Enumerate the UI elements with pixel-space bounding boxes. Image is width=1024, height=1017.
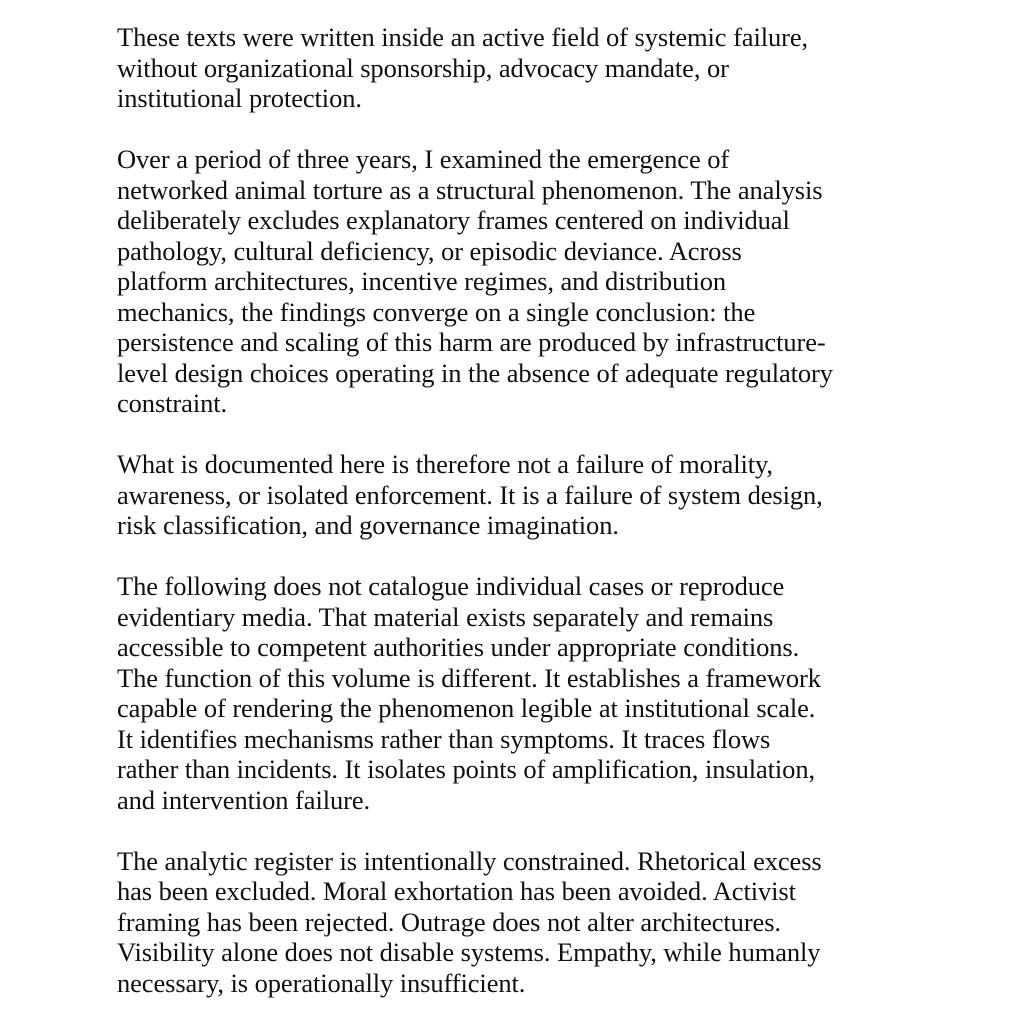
body-paragraph: [117, 22, 929, 114]
body-text-line: evidentiary media. That material exists separately and remains: [117, 601, 774, 632]
body-paragraph: [117, 846, 929, 999]
body-text-line: constraint.: [117, 388, 228, 418]
body-text-line: institutional protection.: [117, 83, 362, 113]
body-text-line: The analytic register is intentionally constrained. Rhetorical excess: [117, 845, 822, 876]
body-paragraph: [117, 571, 929, 815]
body-text-line: The function of this volume is different. It establishes a framework: [117, 662, 821, 693]
body-text-line: These texts were written inside an active field of systemic failure,: [117, 22, 809, 52]
body-text-line: networked animal torture as a structural phenomenon. The analysis: [117, 174, 823, 205]
body-text-line: pathology, cultural deficiency, or episodic deviance. Across: [117, 235, 742, 266]
body-text-line: and intervention failure.: [117, 784, 371, 815]
body-text-line: without organizational sponsorship, advocacy mandate, or: [117, 52, 729, 83]
body-text-line: has been excluded. Moral exhortation has been avoided. Activist: [117, 876, 796, 906]
body-text-line: The following does not catalogue individual cases or reproduce: [117, 571, 785, 601]
body-text-line: level design choices operating in the absence of adequate regulatory: [117, 357, 833, 388]
body-text-line: risk classification, and governance imagination.: [117, 510, 619, 540]
body-text-line: capable of rendering the phenomenon legible at institutional scale.: [117, 693, 816, 723]
body-paragraph: [117, 144, 929, 419]
body-text-line: deliberately excludes explanatory frames centered on individual: [117, 205, 790, 235]
body-text-line: accessible to competent authorities under appropriate conditions.: [117, 632, 800, 662]
body-text-line: mechanics, the findings converge on a single conclusion: the: [117, 296, 756, 327]
body-text-line: rather than incidents. It isolates points of amplification, insulation,: [117, 754, 816, 784]
body-text-line: Visibility alone does not disable systems. Empathy, while humanly: [117, 937, 821, 967]
body-text-line: awareness, or isolated enforcement. It is a failure of system design,: [117, 479, 823, 510]
body-text-line: What is documented here is therefore not a failure of morality,: [117, 449, 773, 479]
body-paragraph: [117, 449, 929, 541]
body-text-line: necessary, is operationally insufficient.: [117, 967, 526, 998]
body-text-line: persistence and scaling of this harm are produced by infrastructure-: [117, 327, 826, 357]
body-text-line: Over a period of three years, I examined the emergence of: [117, 144, 730, 174]
body-text-line: It identifies mechanisms rather than symptoms. It traces flows: [117, 723, 771, 754]
body-text-line: framing has been rejected. Outrage does not alter architectures.: [117, 906, 781, 937]
document-text-body: [117, 22, 929, 998]
body-text-line: platform architectures, incentive regimes, and distribution: [117, 266, 727, 296]
